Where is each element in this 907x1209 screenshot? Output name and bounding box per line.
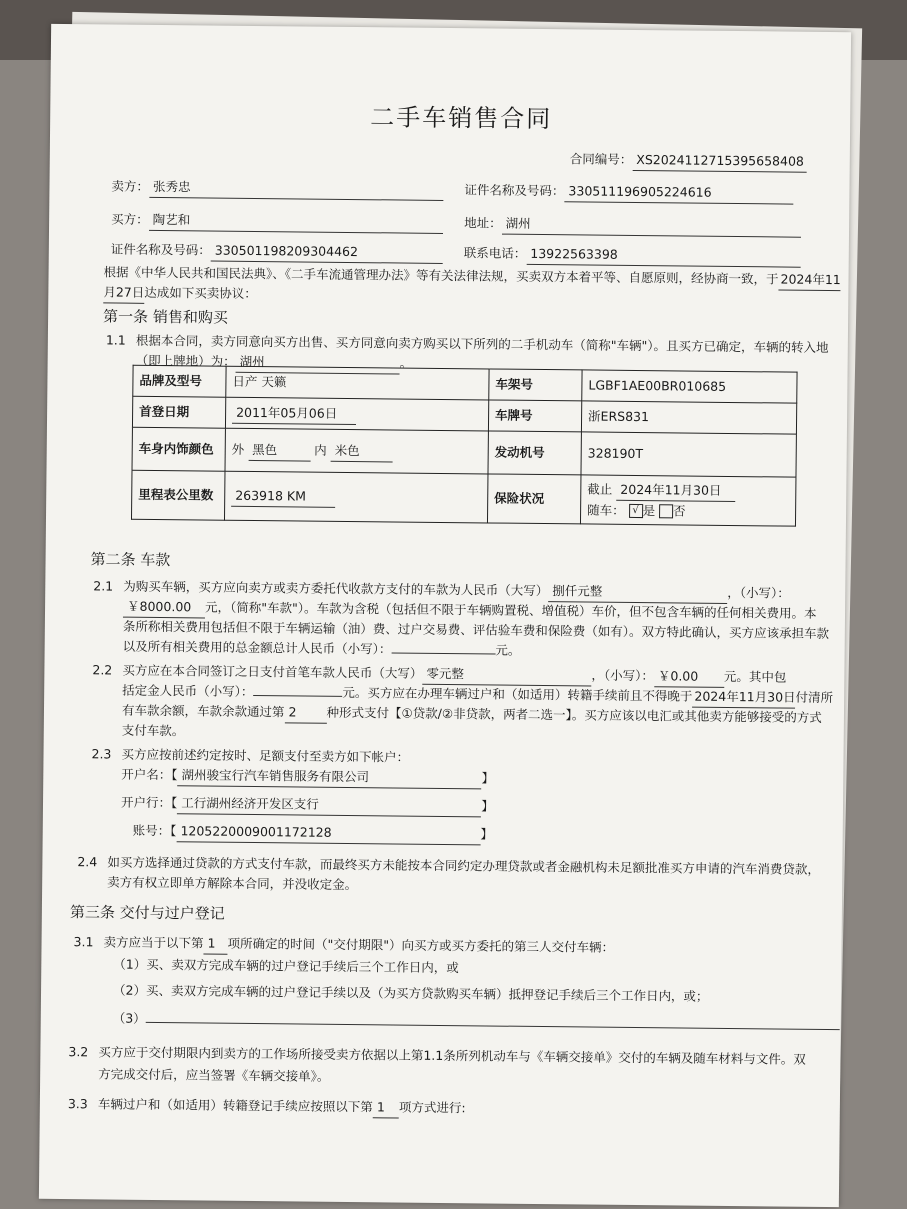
- seller-row: [111, 176, 443, 200]
- account-name-label: 开户名：【: [121, 766, 178, 783]
- phone-row: [464, 243, 801, 268]
- clause-2-2-text-g: 种形式支付【①贷款/②非贷款，两者二选一】。买方应该以电汇或其他卖方能够接受的方式: [326, 704, 822, 725]
- insurance-date-row: [587, 479, 789, 502]
- page-title: 二手车销售合同: [370, 103, 553, 134]
- intro-date-b: 月27日: [103, 282, 144, 303]
- clause-3-1-option-2: （2）买、卖双方完成车辆的过户登记手续以及（为买方贷款购买车辆）抵押登记手续后三个工作日内，或；: [112, 982, 709, 1004]
- buyer-label: 买方：: [111, 211, 149, 227]
- transfer-place: 湖州: [236, 352, 400, 375]
- bracket-close: 】: [481, 798, 494, 814]
- checkbox-yes[interactable]: √: [629, 504, 643, 518]
- article-2-title: 第二条 车款: [90, 550, 171, 570]
- clause-3-2-line-1: 买方应于交付期限内到卖方的工作场所接受卖方依据以上第1.1条所列机动车与《车辆交接单》交付的车辆及随车材料与文件。双: [98, 1044, 806, 1067]
- clause-2-1-small: ，（小写）：: [727, 584, 790, 601]
- price-upper: 捌仟元整: [548, 581, 727, 604]
- seller-id: 330511196905224616: [564, 181, 793, 204]
- intro-text: 根据《中华人民共和国民法典》、《二手车流通管理办法》等有关法律法规，买卖双方本着平等、自愿原则，经协商一致，于: [103, 264, 779, 287]
- buyer-row: [111, 209, 443, 233]
- seller-label: 卖方：: [111, 178, 150, 194]
- mileage-cell: [224, 471, 487, 523]
- clause-2-2-small: ，（小写）：: [591, 667, 654, 684]
- seller-id-label: 证件名称及号码：: [464, 182, 565, 199]
- account-bank-row: [121, 793, 494, 818]
- delivery-item: 1: [203, 933, 227, 954]
- clause-1-1-num: 1.1: [105, 332, 126, 348]
- reg-date-cell: [225, 397, 488, 431]
- clause-2-2-text: 买方应在本合同签订之日支付首笔车款人民币（大写）: [122, 662, 423, 681]
- plate-value: 浙ERS831: [581, 401, 796, 434]
- seller-name: 张秀忠: [149, 177, 443, 201]
- color-cell: [225, 428, 488, 474]
- phone: 13922563398: [526, 244, 800, 268]
- intro-line-2: [103, 282, 257, 305]
- clause-3-1-num: 3.1: [73, 934, 94, 950]
- mileage-value: 263918 KM: [231, 485, 335, 507]
- clause-2-4-num: 2.4: [77, 854, 98, 870]
- deposit-amount: [253, 695, 342, 697]
- transfer-item: 1: [373, 1097, 399, 1118]
- insurance-until-label: 截止: [587, 480, 613, 497]
- clause-3-2-num: 3.2: [68, 1044, 89, 1060]
- clause-3-1-option-1: （1）买、卖双方完成车辆的过户登记手续后三个工作日内，或: [113, 956, 459, 976]
- final-payment-date: 2024年11月30日: [692, 687, 795, 709]
- clause-3-1-text: 卖方应当于以下第: [103, 934, 204, 951]
- account-number: 1205220009001172128: [176, 821, 480, 845]
- down-payment-amount: ￥0.00: [654, 666, 724, 688]
- brand-value: 日产 天籁: [226, 366, 489, 400]
- clause-3-2-line-2: 方完成交付后，应当签署《车辆交接单》。: [98, 1066, 330, 1084]
- total-amount: [391, 652, 495, 654]
- clause-2-4-line-1: 如买方选择通过贷款的方式支付车款，而最终买方未能按本合同约定办理贷款或者金融机构未足额批准买方申请的汽车消费贷款，: [107, 854, 820, 877]
- vin-label: 车架号: [489, 369, 582, 401]
- clause-2-2-line-4: 支付车款。: [121, 722, 185, 739]
- clause-2-3-line-1: 买方应按前述约定按时、足额支付至卖方如下帐户：: [121, 746, 410, 765]
- insurance-cell: [580, 475, 796, 526]
- clause-2-4-line-2: 卖方有权立即单方解除本合同，并没收定金。: [107, 874, 358, 893]
- reg-date-label: 首登日期: [132, 396, 225, 428]
- buyer-name: 陶艺和: [149, 210, 443, 234]
- clause-3-1-text-b: 项所确定的时间（"交付期限"）向买方或买方委托的第三人交付车辆：: [227, 935, 615, 955]
- address-row: [464, 213, 801, 238]
- clause-2-2-text-f: 有车款余额，车款余款通过第: [121, 702, 285, 720]
- contract-number-row: [570, 149, 807, 172]
- address: 湖州: [502, 214, 801, 238]
- buyer-id-label: 证件名称及号码：: [110, 241, 211, 258]
- exterior-color: 黑色: [248, 439, 310, 461]
- no-label: 否: [673, 502, 686, 519]
- contract-number: XS2024112715395658408: [632, 150, 806, 173]
- insurance-until: 2024年11月30日: [616, 479, 735, 501]
- account-number-row: [133, 821, 493, 846]
- clause-1-1-text: （即上牌地）为：: [135, 352, 236, 369]
- clause-2-1-text: 为购买车辆，买方应向卖方或卖方委托代收款方支付的车款为人民币（大写）: [123, 578, 549, 599]
- phone-label: 联系电话：: [463, 245, 527, 261]
- account-bank-label: 开户行：【: [120, 794, 178, 811]
- account-bank: 工行湖州经济开发区支行: [177, 793, 481, 817]
- with-car-label: 随车：: [587, 501, 625, 518]
- bracket-close: 】: [480, 826, 494, 842]
- intro-text-2: 达成如下买卖协议：: [144, 284, 257, 302]
- buyer-id-row: [111, 239, 443, 263]
- clause-2-3-num: 2.3: [91, 746, 112, 762]
- color-label: 车身内饰颜色: [132, 427, 225, 471]
- clause-2-1-text-e: 元。: [495, 642, 521, 658]
- reg-date-value: 2011年05月06日: [232, 402, 356, 424]
- option-3-blank: [146, 1022, 840, 1030]
- buyer-id: 330501198209304462: [211, 241, 443, 264]
- engine-label: 发动机号: [488, 431, 581, 475]
- vin-value: LGBF1AE00BR010685: [582, 370, 797, 403]
- engine-value: 328190T: [581, 432, 796, 477]
- table-row: [131, 470, 795, 526]
- clause-2-1-num: 2.1: [93, 578, 114, 594]
- clause-2-2-text-d: 元。买方应在办理车辆过户和（如适用）转籍手续前且不得晚于: [342, 684, 693, 704]
- option-3-label: （3）: [112, 1010, 146, 1026]
- mileage-label: 里程表公里数: [131, 470, 225, 520]
- clause-2-1-text-b: 元，（简称"车款"）。车款为含税（包括但不限于车辆购置税、增值税）车价，但不包含车辆的任何相关费用。本: [204, 599, 817, 621]
- clause-2-1-line-3: 条所称相关费用包括但不限于车辆运输（油）费、过户交易费、评估验车费和保险费（如有）。双方特此确认，买方应该承担车款: [122, 618, 830, 642]
- clause-2-2-num: 2.2: [92, 662, 113, 678]
- clause-2-2-text-b: 元。其中包: [723, 668, 787, 685]
- clause-3-1-option-3: [113, 1009, 840, 1037]
- yes-label: 是: [642, 502, 656, 518]
- account-number-label: 账号：【: [132, 822, 177, 839]
- bracket-close: 】: [481, 770, 495, 786]
- article-1-title: 第一条 销售和购买: [103, 307, 228, 327]
- account-name: 湖州骏宝行汽车销售服务有限公司: [177, 765, 481, 789]
- with-car-row: [587, 500, 789, 522]
- interior-color: 米色: [331, 440, 393, 462]
- clause-2-2-text-e: 付清所: [795, 689, 834, 706]
- table-row: [132, 427, 796, 477]
- contract-page: [39, 24, 851, 1207]
- clause-3-3-text-b: 项方式进行:: [398, 1099, 466, 1116]
- down-payment-upper: 零元整: [422, 664, 591, 687]
- clause-2-1-text-d: 以及所有相关费用的总金额总计人民币（小写）：: [122, 638, 392, 657]
- clause-3-3-line-1: [98, 1094, 466, 1119]
- clause-3-3-num: 3.3: [67, 1096, 88, 1112]
- clause-1-1-line-1: 根据本合同，卖方同意向买方出售、买方同意向卖方购买以下所列的二手机动车（简称"车辆"）。且买方已确定，车辆的转入地: [135, 332, 829, 356]
- intro-date-a: 2024年11: [778, 269, 840, 291]
- vehicle-table: [131, 365, 798, 527]
- price-amount: ￥8000.00: [123, 597, 205, 619]
- payment-method: 2: [284, 702, 326, 723]
- checkbox-no[interactable]: [659, 504, 673, 518]
- clause-1-1-line-2: （即上牌地）为： 湖州 。: [136, 351, 413, 375]
- contract-number-label: 合同编号：: [569, 151, 633, 167]
- article-3-title: 第三条 交付与过户登记: [69, 903, 225, 923]
- insurance-label: 保险状况: [487, 474, 581, 524]
- exterior-label: 外: [231, 441, 245, 457]
- address-label: 地址：: [464, 215, 502, 231]
- clause-2-2-text-c: 括定金人民币（小写）：: [122, 682, 254, 699]
- account-name-row: [121, 765, 494, 790]
- brand-label: 品牌及型号: [133, 365, 226, 397]
- interior-label: 内: [314, 442, 327, 458]
- clause-3-3-text: 车辆过户和（如适用）转籍登记手续应按照以下第: [97, 1096, 373, 1115]
- plate-label: 车牌号: [488, 400, 581, 432]
- seller-id-row: [464, 180, 793, 204]
- clause-2-1-line-4: [123, 637, 521, 661]
